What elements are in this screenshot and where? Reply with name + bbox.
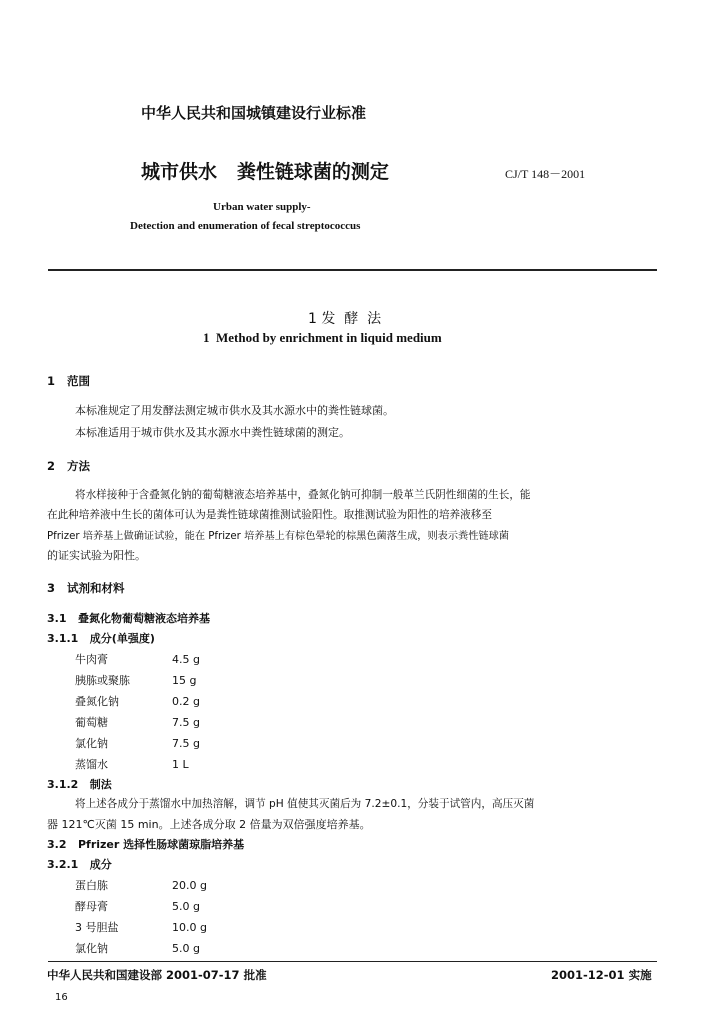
document-title-cn: 城市供水 粪性链球菌的测定 [141,161,389,183]
ingredient-quantity: 10.0 g [172,921,207,934]
method-title-en: 1 Method by enrichment in liquid medium [203,330,442,345]
ingredient-quantity: 1 L [172,758,189,771]
ingredient-name: 蛋白胨 [75,879,108,892]
implementation-date: 2001-12-01 实施 [551,968,652,982]
preparation-line-2: 器 121℃灭菌 15 min。上述各成分取 2 倍量为双倍强度培养基。 [47,818,371,831]
ingredient-row [75,714,200,730]
section-3-1-heading: 3.1 叠氮化物葡萄糖液态培养基 [47,612,210,625]
ingredient-name: 叠氮化钠 [75,695,119,708]
method-title-cn: 1 发 酵 法 [308,311,382,327]
ingredient-row [75,651,200,667]
preparation-line-1: 将上述各成分于蒸馏水中加热溶解，调节 pH 值使其灭菌后为 7.2±0.1，分装于试管内，高压灭菌 [75,798,535,810]
ingredient-row [75,898,200,914]
ingredient-row [75,693,200,709]
section-3-1-1-heading: 3.1.1 成分(单强度) [47,632,155,645]
standard-body-title: 中华人民共和国城镇建设行业标准 [141,104,367,122]
ingredient-row [75,919,207,935]
ingredient-name: 葡萄糖 [75,716,108,729]
ingredient-quantity: 4.5 g [172,653,200,666]
scope-paragraph-2: 本标准适用于城市供水及其水源水中粪性链球菌的测定。 [75,426,350,439]
header-divider [48,269,657,271]
ingredient-quantity: 7.5 g [172,737,200,750]
method-line-4: 的证实试验为阳性。 [47,549,146,562]
document-title-en-line1: Urban water supply- [213,201,311,213]
ingredient-row [75,756,189,772]
ingredient-row [75,735,200,751]
ingredient-quantity: 0.2 g [172,695,200,708]
document-title-en-line2: Detection and enumeration of fecal streptococcus [130,220,361,232]
section-3-heading: 3 试剂和材料 [47,581,125,595]
ingredient-quantity: 7.5 g [172,716,200,729]
section-1-heading: 1 范围 [47,374,91,388]
ingredient-row [75,672,196,688]
ingredient-row [75,940,200,956]
ingredient-name: 3 号胆盐 [75,921,119,934]
ingredient-quantity: 20.0 g [172,879,207,892]
section-3-1-2-heading: 3.1.2 制法 [47,778,112,791]
footer-divider [48,961,657,962]
ingredient-name: 牛肉膏 [75,653,108,666]
ingredient-name: 氯化钠 [75,942,108,955]
ingredient-quantity: 15 g [172,674,197,687]
method-line-3: Pfrizer 培养基上做确证试验，能在 Pfrizer 培养基上有棕色晕轮的棕黑色菌落生成，则表示粪性链球菌 [47,531,509,542]
ingredient-name: 氯化钠 [75,737,108,750]
method-line-1: 将水样接种于含叠氮化钠的葡萄糖液态培养基中，叠氮化钠可抑制一般革兰氏阴性细菌的生长，能 [75,489,531,501]
ingredient-quantity: 5.0 g [172,900,200,913]
section-3-2-1-heading: 3.2.1 成分 [47,858,112,871]
ingredient-quantity: 5.0 g [172,942,200,955]
standard-code: CJ/T 148－2001 [505,167,586,181]
ingredient-name: 酵母膏 [75,900,108,913]
ingredient-name: 蒸馏水 [75,758,108,771]
section-2-heading: 2 方法 [47,459,91,473]
scope-paragraph-1: 本标准规定了用发酵法测定城市供水及其水源水中的粪性链球菌。 [75,404,394,417]
page-number: 16 [55,992,68,1003]
section-3-2-heading: 3.2 Pfrizer 选择性肠球菌琼脂培养基 [47,838,245,851]
ingredient-name: 胰胨或聚胨 [75,674,130,687]
ingredient-row [75,877,207,893]
approval-notice: 中华人民共和国建设部 2001-07-17 批准 [47,968,267,982]
method-line-2: 在此种培养液中生长的菌体可认为是粪性链球菌推测试验阳性。取推测试验为阳性的培养液移至 [47,509,492,521]
